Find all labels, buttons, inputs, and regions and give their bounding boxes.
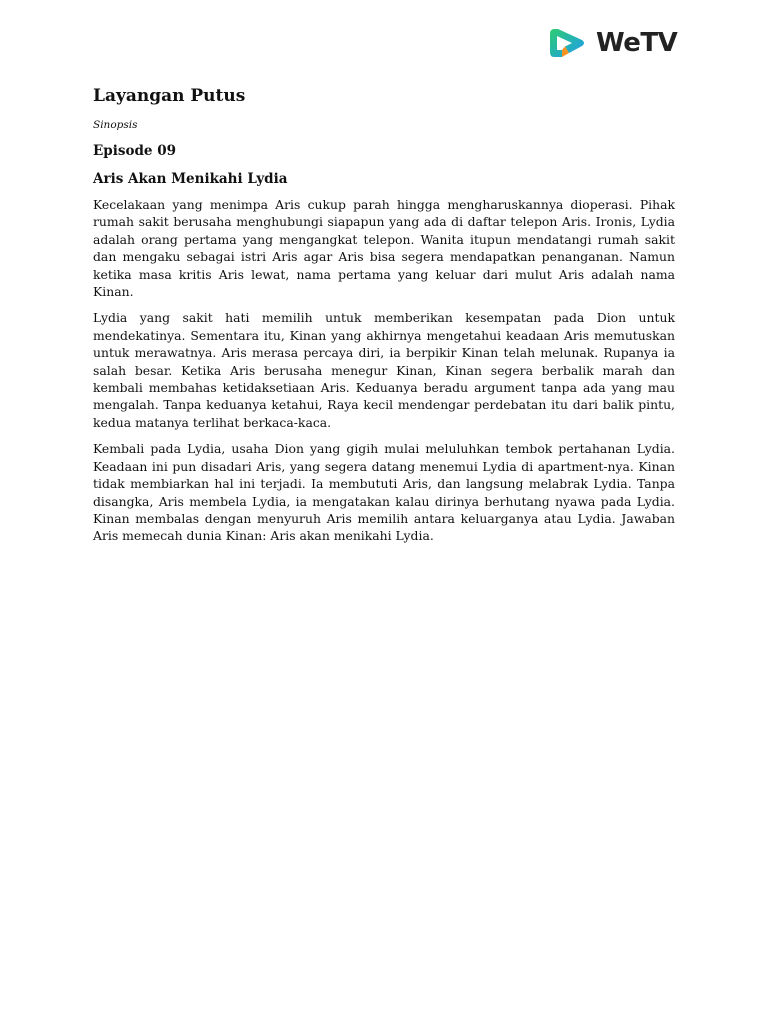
document-subtitle: Sinopsis: [93, 119, 138, 131]
document-body: [93, 84, 675, 554]
synopsis-paragraph: Kembali pada Lydia, usaha Dion yang gigih mulai meluluhkan tembok pertahanan Lydia. Keadaan ini pun disadari Aris, yang segera datang menemui Lydia di apartment-nya. Kinan tidak membiarkan hal ini terjadi. Ia membututi Aris, dan langsung melabrak Lydia. Tanpa disangka, Aris membela Lydia, ia mengatakan kalau dirinya berhutang nyawa pada Lydia. Kinan membalas dengan menyuruh Aris memilih antara keluarganya atau Lydia. Jawaban Aris memecah dunia Kinan: Aris akan menikahi Lydia.: [93, 441, 675, 544]
episode-title: Aris Akan Menikahi Lydia: [93, 171, 288, 187]
wetv-logo: [548, 25, 688, 61]
logo-wordmark: WeTV: [596, 28, 678, 58]
episode-number: Episode 09: [93, 143, 176, 159]
synopsis-paragraph: Kecelakaan yang menimpa Aris cukup parah hingga mengharuskannya dioperasi. Pihak rumah sakit berusaha menghubungi siapapun yang ada di daftar telepon Aris. Ironis, Lydia adalah orang pertama yang mengangkat telepon. Wanita itupun mendatangi rumah sakit dan mengaku sebagai istri Aris agar Aris bisa segera mendapatkan penanganan. Namun ketika masa kritis Aris lewat, nama pertama yang keluar dari mulut Aris adalah nama Kinan.: [93, 197, 675, 300]
synopsis-paragraph: Lydia yang sakit hati memilih untuk memberikan kesempatan pada Dion untuk mendekatinya. Sementara itu, Kinan yang akhirnya mengetahui keadaan Aris memutuskan untuk merawatnya. Aris merasa percaya diri, ia berpikir Kinan telah melunak. Rupanya ia salah besar. Ketika Aris berusaha menegur Kinan, Kinan segera berbalik marah dan kembali membahas ketidaksetiaan Aris. Keduanya beradu argument tanpa ada yang mau mengalah. Tanpa keduanya ketahui, Raya kecil mendengar perdebatan itu dari balik pintu, kedua matanya terlihat berkaca-kaca.: [93, 310, 675, 430]
document-title: Layangan Putus: [93, 86, 246, 106]
play-icon: [548, 26, 588, 60]
